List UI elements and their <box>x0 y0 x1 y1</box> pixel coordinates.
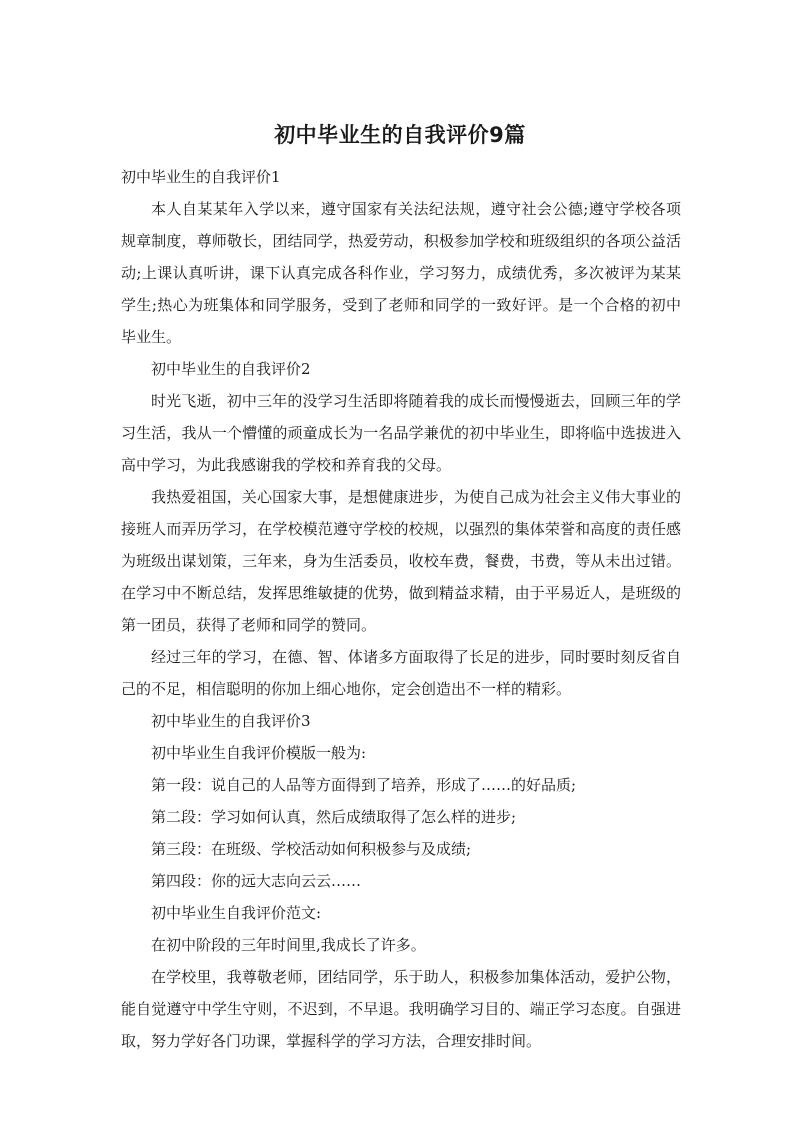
document-title: 初中毕业生的自我评价9篇 <box>274 123 526 147</box>
body-paragraph: 在学校里，我尊敬老师，团结同学，乐于助人，积极参加集体活动，爱护公物，能自觉遵守中学生守则，不迟到，不早退。我明确学习目的、端正学习态度。自强进取，努力学好各门功课，掌握科学的学习方法，合理安排时间。 <box>121 968 681 1050</box>
document-body <box>121 161 681 1057</box>
body-paragraph: 时光飞逝，初中三年的没学习生活即将随着我的成长而慢慢逝去，回顾三年的学习生活，我从一个懵懂的顽童成长为一名品学兼优的初中毕业生，即将临中选拔进入高中学习，为此我感谢我的学校和养育我的父母。 <box>121 392 681 474</box>
body-paragraph: 本人自某某年入学以来，遵守国家有关法纪法规，遵守社会公德;遵守学校各项规章制度，尊师敬长，团结同学，热爱劳动，积极参加学校和班级组织的各项公益活动;上课认真听讲，课下认真完成各科作业，学习努力，成绩优秀，多次被评为某某学生;热心为班集体和同学服务，受到了老师和同学的一致好评。是一个合格的初中毕业生。 <box>121 200 681 346</box>
section-heading-2: 初中毕业生的自我评价2 <box>151 360 311 378</box>
section-heading-3: 初中毕业生的自我评价3 <box>151 712 311 730</box>
body-paragraph: 初中毕业生自我评价范文: <box>151 904 322 922</box>
list-item: 第三段：在班级、学校活动如何积极参与及成绩; <box>151 840 472 858</box>
section-heading-1: 初中毕业生的自我评价1 <box>121 168 281 186</box>
body-paragraph: 我热爱祖国，关心国家大事，是想健康进步，为使自己成为社会主义伟大事业的接班人而弄历学习，在学校模范遵守学校的校规，以强烈的集体荣誉和高度的责任感为班级出谋划策，三年来，身为生活委员，收校车费，餐费，书费，等从未出过错。在学习中不断总结，发挥思维敏捷的优势，做到精益求精，由于平易近人，是班级的第一团员，获得了老师和同学的赞同。 <box>121 488 681 634</box>
list-item: 第二段：学习如何认真，然后成绩取得了怎么样的进步; <box>151 808 517 826</box>
body-paragraph: 在初中阶段的三年时间里,我成长了许多。 <box>151 936 426 954</box>
list-item: 第一段：说自己的人品等方面得到了培养，形成了……的好品质; <box>151 776 577 794</box>
body-paragraph: 初中毕业生自我评价模版一般为: <box>151 744 367 762</box>
body-paragraph: 经过三年的学习，在德、智、体诸多方面取得了长足的进步，同时要时刻反省自己的不足，相信聪明的你加上细心地你，定会创造出不一样的精彩。 <box>121 648 681 698</box>
list-item: 第四段：你的远大志向云云…… <box>151 872 362 890</box>
